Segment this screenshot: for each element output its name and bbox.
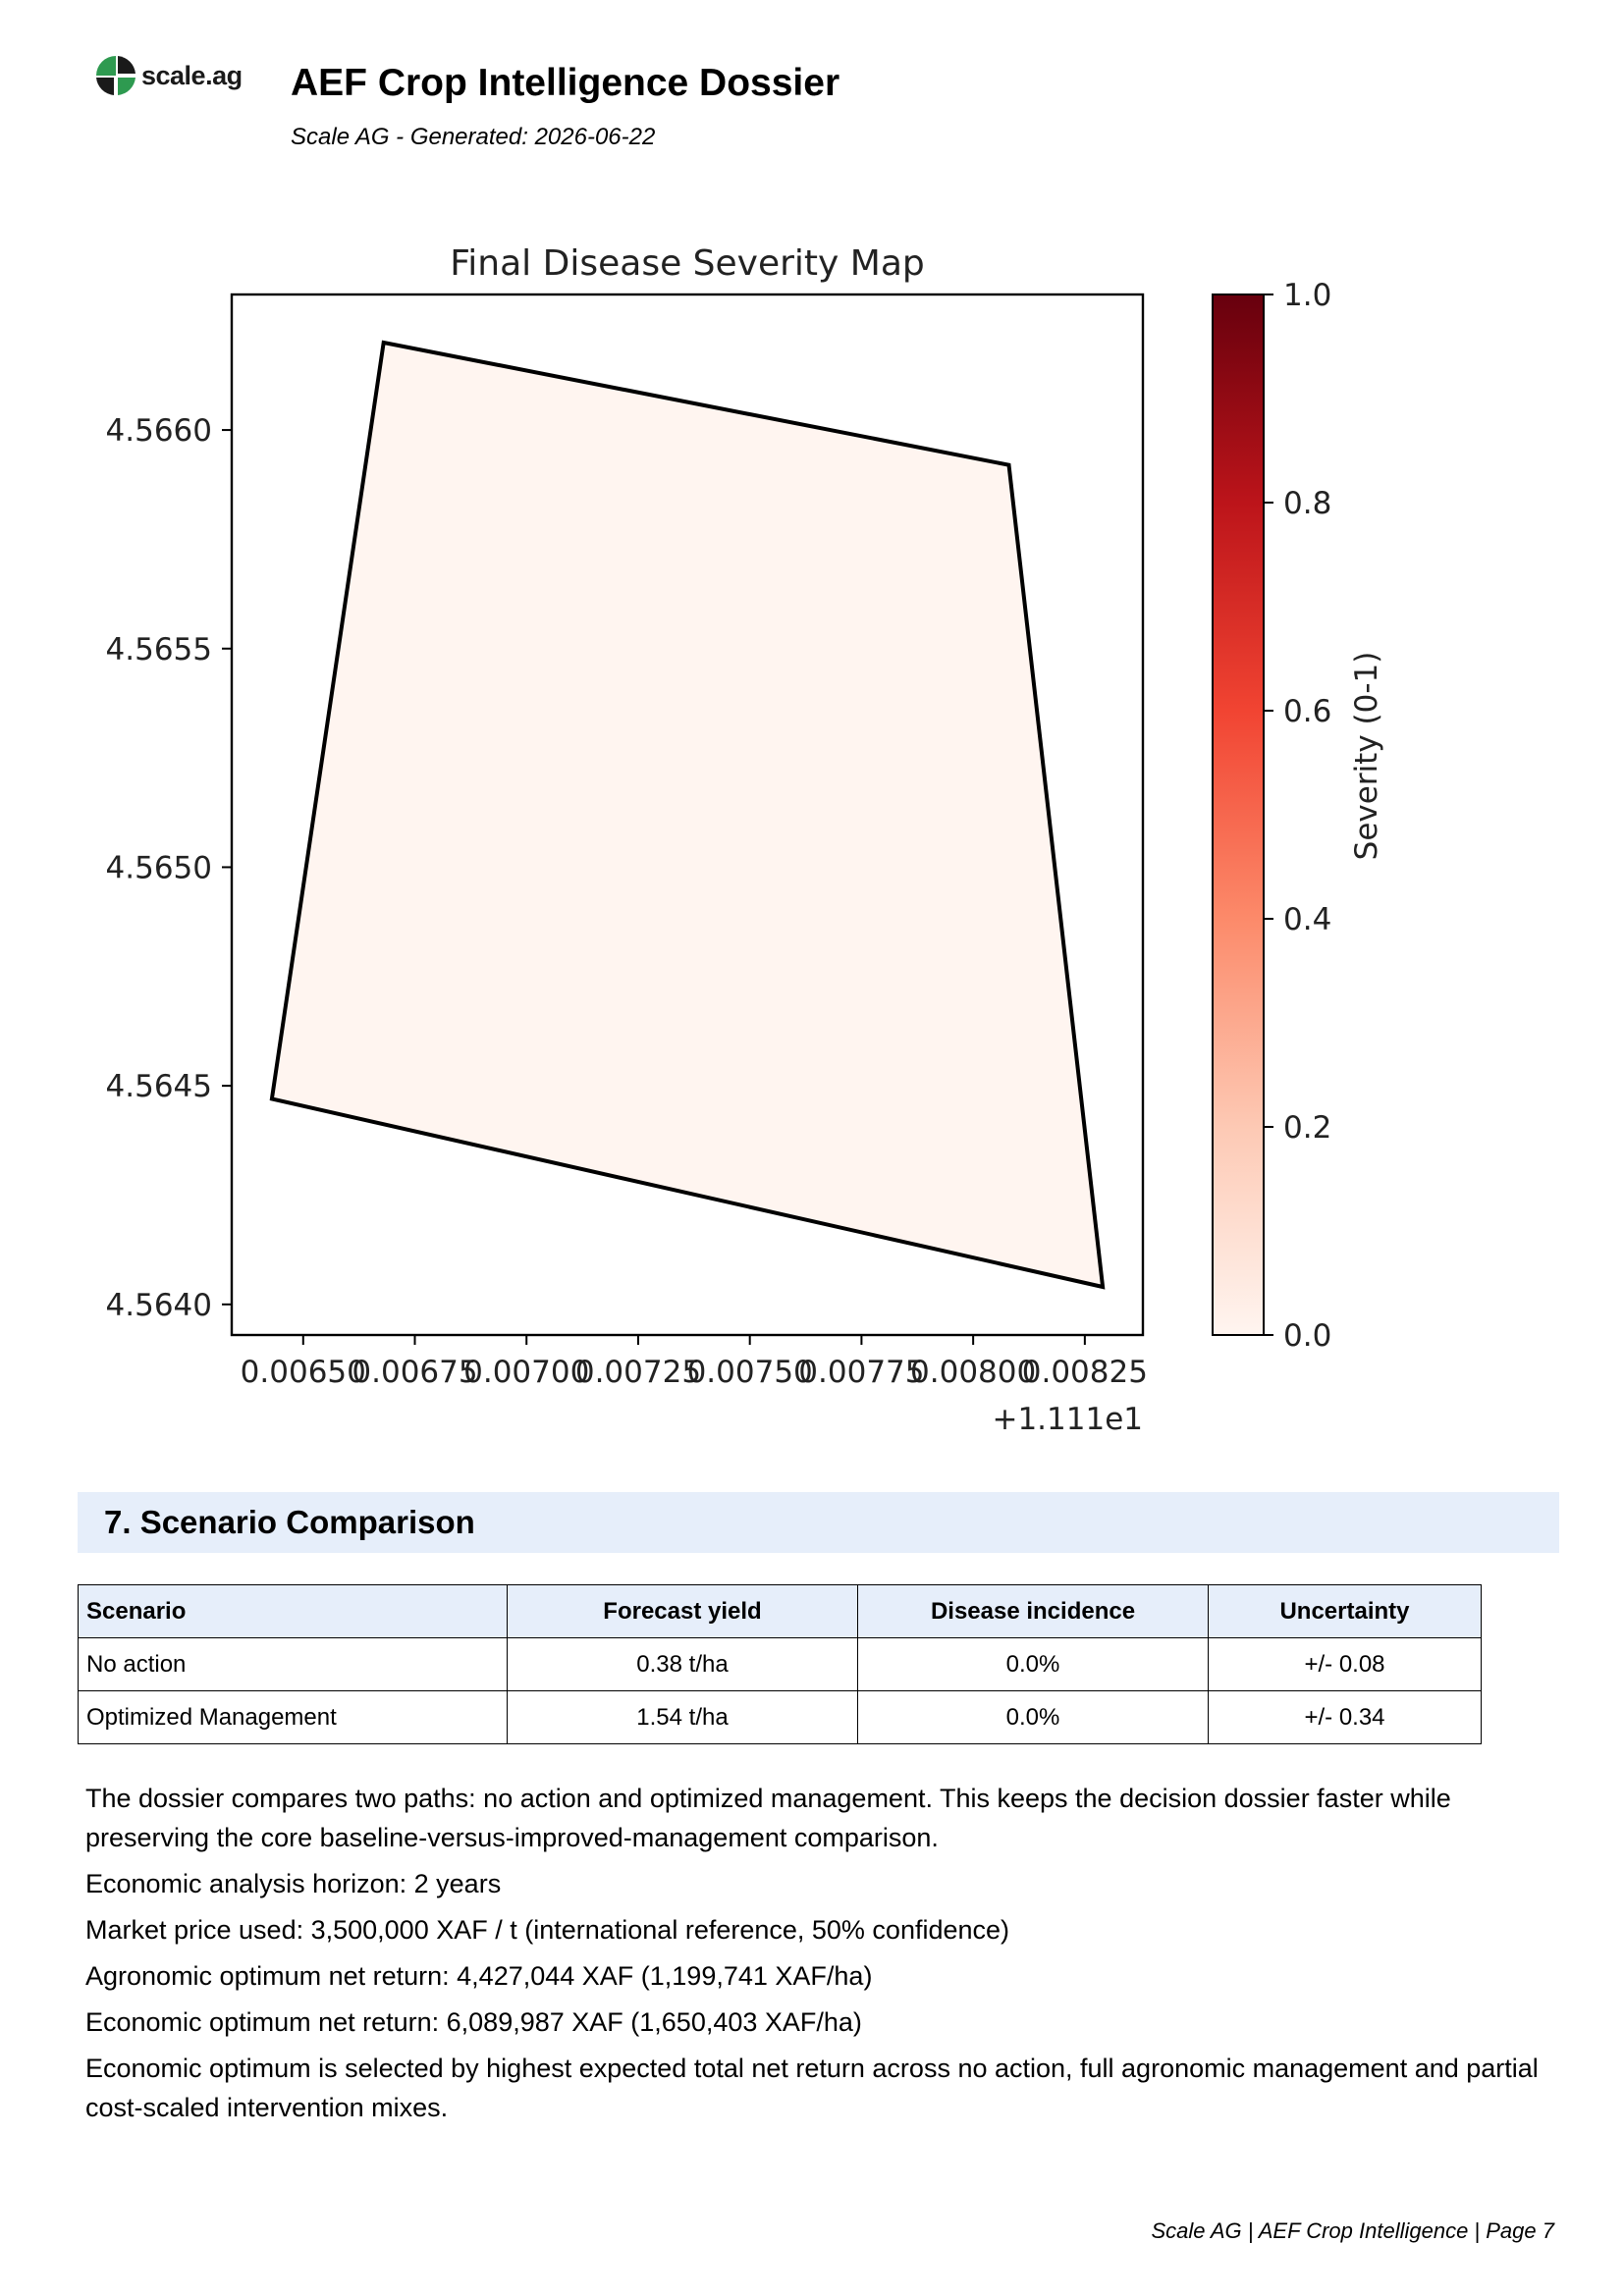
table-cell: 0.0% <box>858 1691 1209 1744</box>
x-tick-label: 0.00775 <box>798 1355 925 1390</box>
analysis-text <box>85 1779 1558 2134</box>
logo-icon <box>94 54 137 97</box>
x-tick-label: 0.00675 <box>352 1355 478 1390</box>
y-tick-label: 4.5660 <box>105 413 212 450</box>
column-header-uncertainty: Uncertainty <box>1209 1585 1482 1638</box>
paragraph: The dossier compares two paths: no action and optimized management. This keeps the decision dossier faster while preserving the core baseline-versus-improved-management comparison. <box>85 1784 1451 1852</box>
colorbar <box>1213 278 1384 1354</box>
colorbar-gradient <box>1213 294 1264 1335</box>
paragraph: Economic analysis horizon: 2 years <box>85 1869 502 1898</box>
y-tick-label: 4.5640 <box>105 1287 212 1323</box>
paragraph: Economic optimum is selected by highest expected total net return across no action, full agronomic management and partial cost-scaled intervention mixes. <box>85 2054 1539 2122</box>
document-title: AEF Crop Intelligence Dossier <box>291 62 840 104</box>
table-cell: 1.54 t/ha <box>508 1691 858 1744</box>
disease-severity-chart <box>79 224 1453 1461</box>
scenario-table <box>78 1584 1482 1744</box>
colorbar-tick-label: 0.8 <box>1283 486 1332 521</box>
x-tick-label: 0.00725 <box>574 1355 702 1390</box>
x-tick-label: 0.00700 <box>463 1355 590 1390</box>
x-tick-label: 0.00825 <box>1021 1355 1148 1390</box>
table-row <box>79 1638 1482 1691</box>
section-header <box>78 1492 1559 1553</box>
colorbar-tick-label: 1.0 <box>1283 278 1332 313</box>
severity-fill <box>272 343 1103 1287</box>
paragraph: Market price used: 3,500,000 XAF / t (international reference, 50% confidence) <box>85 1915 1010 1945</box>
column-header-scenario: Scenario <box>79 1585 508 1638</box>
chart-title: Final Disease Severity Map <box>450 243 925 284</box>
x-tick-label: 0.00800 <box>910 1355 1037 1390</box>
colorbar-tick-label: 0.0 <box>1283 1318 1332 1354</box>
table-cell: +/- 0.08 <box>1209 1638 1482 1691</box>
colorbar-tick-label: 0.4 <box>1283 902 1332 937</box>
column-header-forecast-yield: Forecast yield <box>508 1585 858 1638</box>
table-cell: 0.0% <box>858 1638 1209 1691</box>
x-offset-label: +1.111e1 <box>992 1402 1143 1437</box>
logo <box>94 54 243 97</box>
table-row <box>79 1691 1482 1744</box>
plot-area <box>106 294 1148 1437</box>
x-tick-label: 0.00650 <box>240 1355 366 1390</box>
table-cell: +/- 0.34 <box>1209 1691 1482 1744</box>
colorbar-tick-label: 0.6 <box>1283 694 1332 729</box>
table-cell: No action <box>79 1638 508 1691</box>
table-cell: Optimized Management <box>79 1691 508 1744</box>
y-tick-label: 4.5655 <box>105 631 212 667</box>
colorbar-label: Severity (0-1) <box>1349 651 1384 861</box>
section-title: 7. Scenario Comparison <box>104 1504 475 1540</box>
colorbar-tick-label: 0.2 <box>1283 1110 1332 1146</box>
paragraph: Economic optimum net return: 6,089,987 XAF (1,650,403 XAF/ha) <box>85 2007 862 2037</box>
paragraph: Agronomic optimum net return: 4,427,044 XAF (1,199,741 XAF/ha) <box>85 1961 873 1991</box>
y-tick-label: 4.5650 <box>105 850 212 886</box>
document-subtitle: Scale AG - Generated: 2026-06-22 <box>291 124 656 150</box>
y-tick-label: 4.5645 <box>105 1069 212 1105</box>
column-header-disease-incidence: Disease incidence <box>858 1585 1209 1638</box>
x-tick-label: 0.00750 <box>686 1355 813 1390</box>
table-cell: 0.38 t/ha <box>508 1638 858 1691</box>
table-header-row <box>79 1585 1482 1638</box>
logo-text: scale.ag <box>141 60 243 90</box>
page-footer: Scale AG | AEF Crop Intelligence | Page 7 <box>1151 2218 1554 2243</box>
